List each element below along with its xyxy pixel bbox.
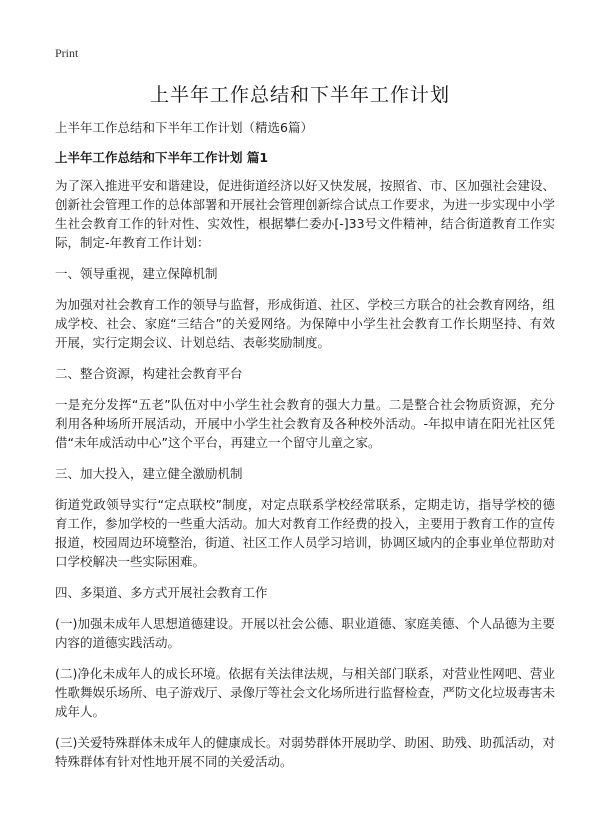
paragraph-resources: 一是充分发挥“五老”队伍对中小学生社会教育的强大力量。二是整合社会物质资源，充分利用各种场所开展活动，开展中小学生社会教育及各种校外活动。-年拟申请在阳光社区凭借“未年成活动中心”这个平台，再建立一个留守儿童之家。: [55, 397, 555, 450]
paragraph-investment: 街道党政领导实行“定点联校”制度，对定点联系学校经常联系，定期走访，指导学校的德育工作，参加学校的一些重大活动。加大对教育工作经费的投入，主要用于教育工作的宣传报道，校园周边环境整治，街道、社区工作人员学习培训，协调区域内的企事业单位帮助对口学校解决一些实际困难。: [55, 497, 556, 569]
heading-resources: 二、整合资源，构建社会教育平台: [55, 366, 243, 381]
document-title: 上半年工作总结和下半年工作计划: [149, 84, 450, 106]
paragraph-special-groups: (三)关爱特殊群体未成年人的健康成长。对弱势群体开展助学、助困、助残、助孤活动，对特殊群体有针对性地开展不同的关爱活动。: [55, 735, 555, 769]
paragraph-environment: (二)净化未成年人的成长环境。依据有关法律法规，与相关部门联系，对营业性网吧、营业性歌舞娱乐场所、电子游戏厅、录像厅等社会文化场所进行监督检查，严防文化垃圾毒害未成年人。: [55, 666, 556, 719]
print-link[interactable]: Print: [55, 46, 79, 60]
section-title: 上半年工作总结和下半年工作计划 篇1: [55, 150, 269, 165]
heading-leadership: 一、领导重视，建立保障机制: [55, 266, 218, 281]
heading-channels: 四、多渠道、多方式开展社会教育工作: [55, 585, 268, 600]
intro-paragraph: 为了深入推进平安和谐建设，促进街道经济以好又快发展，按照省、市、区加强社会建设、创新社会管理工作的总体部署和开展社会管理创新综合试点工作要求，为进一步实现中小学生社会教育工作的针对性、实效性，根据攀仁委办[-]33号文件精神，结合街道教育工作实际，制定-年教育工作计划：: [55, 178, 556, 250]
heading-investment: 三、加大投入，建立健全激励机制: [55, 466, 243, 481]
paragraph-moral-education: (一)加强未成年人思想道德建设。开展以社会公德、职业道德、家庭美德、个人品德为主要内容的道德实践活动。: [55, 616, 555, 650]
document-subtitle: 上半年工作总结和下半年工作计划（精选6篇）: [55, 120, 313, 135]
document-body: [55, 118, 555, 783]
paragraph-leadership: 为加强对社会教育工作的领导与监督，形成街道、社区、学校三方联合的社会教育网络，组成学校、社会、家庭“三结合”的关爱网络。为保障中小学生社会教育工作长期坚持、有效开展，实行定期会议、计划总结、表彰奖励制度。: [55, 297, 556, 350]
